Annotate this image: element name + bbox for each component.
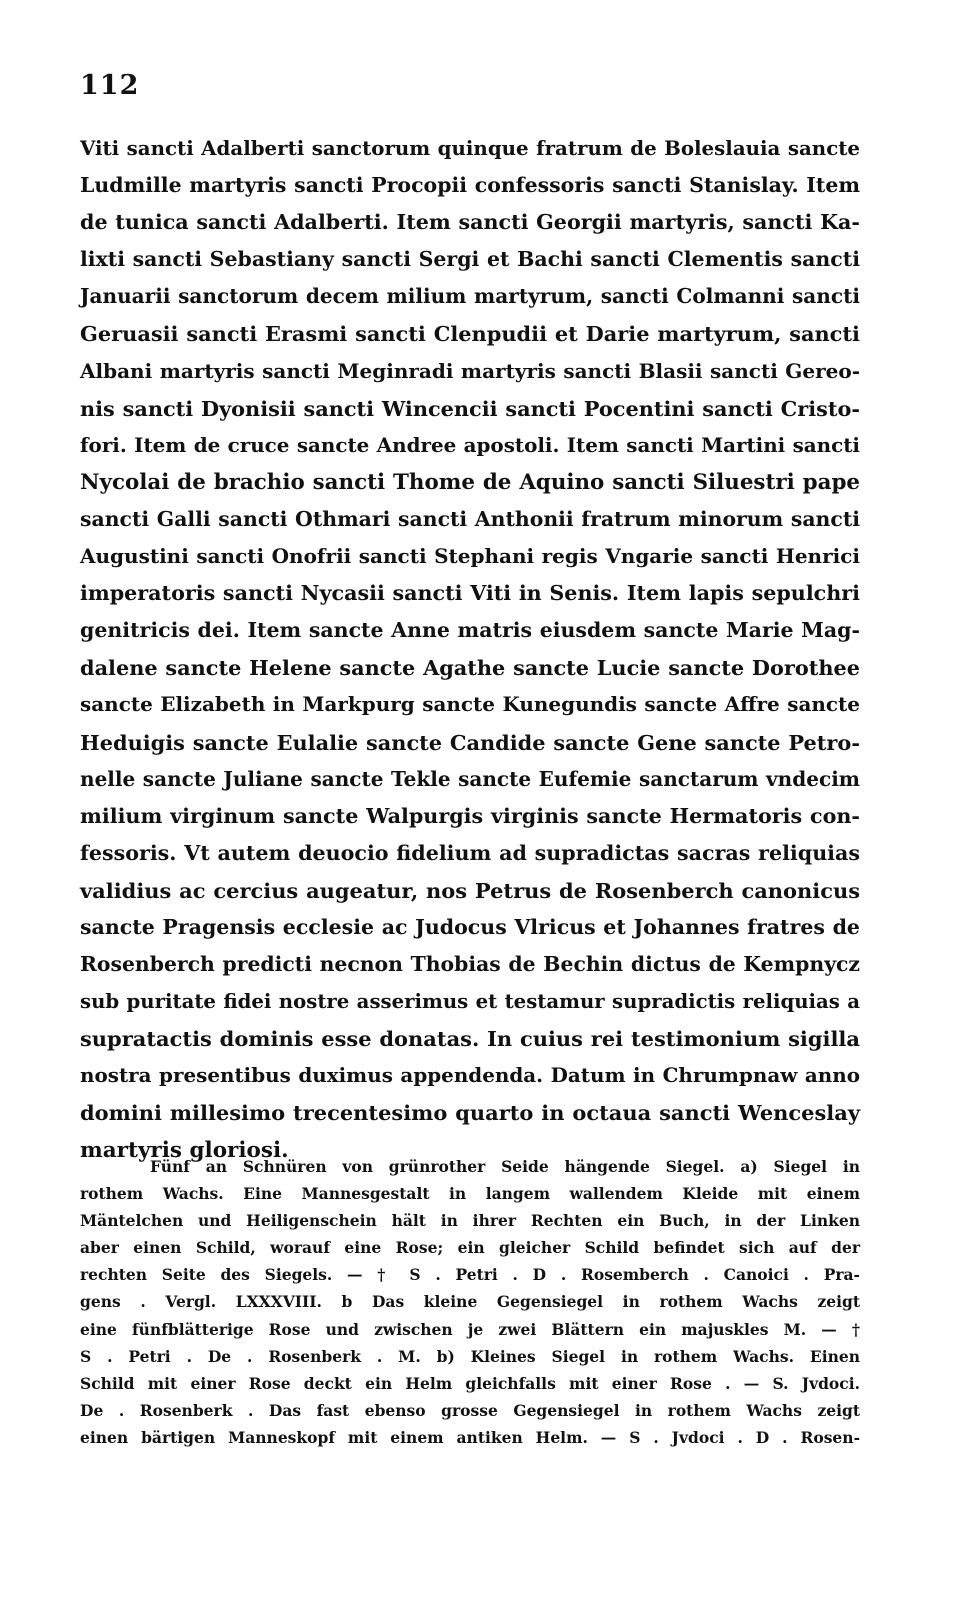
text-line: sancte Pragensis ecclesie ac Judocus Vlricus et Johannes fratres de <box>80 914 860 939</box>
text-line: nelle sancte Juliane sancte Tekle sancte Eufemie sanctarum vndecim <box>80 766 860 791</box>
text-line: domini millesimo trecentesimo quarto in octaua sancti Wenceslay <box>80 1100 860 1126</box>
footnote-line: rothem Wachs. Eine Mannesgestalt in langem wallendem Kleide mit einem <box>80 1184 860 1204</box>
text-line: validius ac cercius augeatur, nos Petrus de Rosenberch canonicus <box>80 877 860 903</box>
footnote-line: einen bärtigen Manneskopf mit einem antiken Helm. — S . Jvdoci . D . Rosen- <box>80 1427 860 1447</box>
text-line: Geruasii sancti Erasmi sancti Clenpudii et Darie martyrum, sancti <box>80 321 860 347</box>
text-line: supratactis dominis esse donatas. In cuius rei testimonium sigilla <box>80 1026 860 1052</box>
page-number: 112 <box>80 70 140 101</box>
text-line: imperatoris sancti Nycasii sancti Viti in Senis. Item lapis sepulchri <box>80 581 860 606</box>
footnote-block <box>80 1153 860 1451</box>
footnote-line: Fünf an Schnüren von grünrother Seide hängende Siegel. a) Siegel in <box>150 1157 860 1176</box>
footnote-line: rechten Seite des Siegels. — † S . Petri . D . Rosemberch . Canoici . Pra- <box>80 1265 860 1285</box>
text-line: Rosenberch predicti necnon Thobias de Bechin dictus de Kempnycz <box>80 952 860 977</box>
text-line: Viti sancti Adalberti sanctorum quinque fratrum de Boleslauia sancte <box>80 136 860 160</box>
text-line: Albani martyris sancti Meginradi martyris sancti Blasii sancti Gereo- <box>80 358 860 383</box>
text-line: milium virginum sancte Walpurgis virginis sancte Hermatoris con- <box>80 803 860 828</box>
text-line: dalene sancte Helene sancte Agathe sancte Lucie sancte Dorothee <box>80 655 860 681</box>
text-line: nis sancti Dyonisii sancti Wincencii sancti Pocentini sancti Cristo- <box>80 395 860 421</box>
main-text-block <box>80 130 860 1169</box>
footnote-line: aber einen Schild, worauf eine Rose; ein gleicher Schild befindet sich auf der <box>80 1238 860 1258</box>
footnote-line: S . Petri . De . Rosenberk . M. b) Kleines Siegel in rothem Wachs. Einen <box>80 1346 860 1366</box>
text-line: Augustini sancti Onofrii sancti Stephani regis Vngarie sancti Henrici <box>80 544 860 569</box>
footnote-line: Schild mit einer Rose deckt ein Helm gleichfalls mit einer Rose . — S. Jvdoci. <box>80 1373 860 1393</box>
text-line: Heduigis sancte Eulalie sancte Candide sancte Gene sancte Petro- <box>80 729 860 755</box>
text-line: Nycolai de brachio sancti Thome de Aquino sancti Siluestri pape <box>80 469 860 495</box>
text-line: nostra presentibus duximus appendenda. Datum in Chrumpnaw anno <box>80 1063 860 1088</box>
footnote-line: eine fünfblätterige Rose und zwischen je zwei Blättern ein majuskles M. — † <box>80 1319 860 1339</box>
text-line: lixti sancti Sebastiany sancti Sergi et Bachi sancti Clementis sancti <box>80 247 860 272</box>
text-line: de tunica sancti Adalberti. Item sancti Georgii martyris, sancti Ka- <box>80 210 860 235</box>
text-line: fessoris. Vt autem deuocio fidelium ad supradictas sacras reliquias <box>80 840 860 865</box>
text-line: fori. Item de cruce sancte Andree apostoli. Item sancti Martini sancti <box>80 432 860 457</box>
text-line: Ludmille martyris sancti Procopii confessoris sancti Stanislay. Item <box>80 173 860 198</box>
footnote-line: De . Rosenberk . Das fast ebenso grosse Gegensiegel in rothem Wachs zeigt <box>80 1400 860 1420</box>
text-line: martyris gloriosi. <box>80 1137 289 1163</box>
text-line: sancti Galli sancti Othmari sancti Anthonii fratrum minorum sancti <box>80 506 860 531</box>
text-line: Januarii sanctorum decem milium martyrum, sancti Colmanni sancti <box>80 284 860 309</box>
footnote-line: gens . Vergl. LXXXVIII. b Das kleine Gegensiegel in rothem Wachs zeigt <box>80 1292 860 1312</box>
text-line: genitricis dei. Item sancte Anne matris eiusdem sancte Marie Mag- <box>80 618 860 643</box>
footnote-line: Mäntelchen und Heiligenschein hält in ihrer Rechten ein Buch, in der Linken <box>80 1211 860 1231</box>
text-line: sancte Elizabeth in Markpurg sancte Kunegundis sancte Affre sancte <box>80 692 860 717</box>
text-line: sub puritate fidei nostre asserimus et testamur supradictis reliquias a <box>80 990 860 1014</box>
